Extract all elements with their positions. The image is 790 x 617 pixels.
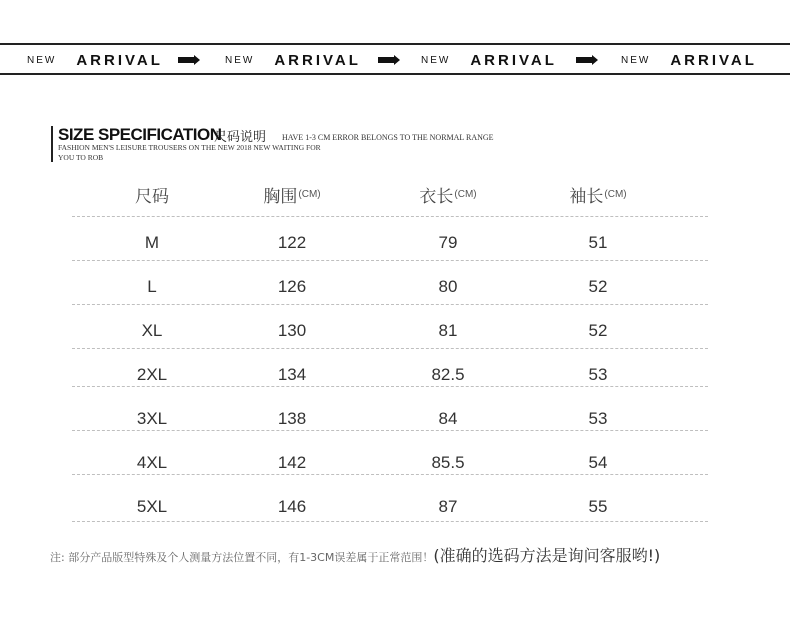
cell-size: 4XL — [136, 453, 168, 472]
sizing-footnote — [50, 543, 780, 566]
heading-title-cn: 尺码说明 — [214, 130, 267, 145]
banner-new-label: NEW — [27, 54, 57, 66]
cell-sleeve: 55 — [588, 497, 608, 516]
header-sleeve — [558, 172, 638, 216]
cell-size: 5XL — [136, 497, 168, 516]
banner-arrival-label: ARRIVAL — [274, 51, 361, 69]
row-divider — [72, 216, 708, 217]
header-size — [112, 172, 192, 216]
cell-chest: 142 — [277, 453, 307, 472]
banner-arrival-label: ARRIVAL — [670, 51, 757, 69]
cell-sleeve: 52 — [588, 277, 608, 296]
banner-item — [27, 52, 163, 68]
banner-bottom-rule — [0, 73, 790, 75]
cell-sleeve: 51 — [588, 233, 608, 252]
row-divider — [72, 430, 708, 431]
cell-sleeve: 52 — [588, 321, 608, 340]
row-divider — [72, 521, 708, 522]
heading-subtitle-line1: FASHION MEN'S LEISURE TROUSERS ON THE NEW 2018 NEW WAITING FOR — [58, 143, 321, 152]
cell-size: 3XL — [136, 409, 168, 428]
row-divider — [72, 348, 708, 349]
cell-length: 82.5 — [431, 365, 465, 384]
cell-chest: 126 — [277, 277, 307, 296]
heading-title: SIZE SPECIFICATION — [58, 125, 222, 144]
cell-length: 84 — [438, 409, 458, 428]
row-divider — [72, 474, 708, 475]
cell-size: L — [147, 277, 157, 296]
table-row — [72, 485, 712, 529]
row-divider — [72, 304, 708, 305]
header-label: 尺码 — [135, 186, 169, 206]
banner-new-label: NEW — [621, 54, 651, 66]
table-header-row — [72, 172, 712, 216]
cell-size: XL — [141, 321, 163, 340]
arrow-right-icon — [576, 55, 598, 65]
banner-item — [621, 52, 757, 68]
cell-chest: 146 — [277, 497, 307, 516]
new-arrival-banner — [0, 43, 790, 75]
banner-top-rule — [0, 43, 790, 45]
table-row — [72, 353, 712, 397]
cell-chest: 134 — [277, 365, 307, 384]
heading-error-note: HAVE 1-3 CM ERROR BELONGS TO THE NORMAL RANGE — [282, 133, 494, 142]
table-row — [72, 441, 712, 485]
cell-sleeve: 54 — [588, 453, 608, 472]
banner-item — [225, 52, 361, 68]
row-divider — [72, 386, 708, 387]
cell-chest: 130 — [277, 321, 307, 340]
row-divider — [72, 260, 708, 261]
header-unit: (CM) — [604, 188, 627, 200]
cell-length: 79 — [438, 233, 458, 252]
header-unit: (CM) — [454, 188, 477, 200]
size-spec-heading — [51, 126, 571, 164]
cell-length: 81 — [438, 321, 458, 340]
banner-arrival-label: ARRIVAL — [470, 51, 557, 69]
header-length — [408, 172, 488, 216]
footnote-note: 注: 部分产品版型特殊及个人测量方法位置不同，有1-3CM误差属于正常范围！ — [50, 551, 434, 564]
header-chest — [252, 172, 332, 216]
cell-sleeve: 53 — [588, 409, 608, 428]
cell-length: 87 — [438, 497, 458, 516]
header-unit: (CM) — [298, 188, 321, 200]
heading-subtitle-line2: YOU TO ROB — [58, 153, 104, 162]
heading-accent-bar — [51, 126, 53, 162]
cell-chest: 138 — [277, 409, 307, 428]
arrow-right-icon — [378, 55, 400, 65]
table-row — [72, 309, 712, 353]
footnote-tip: (准确的选码方法是询问客服哟!) — [433, 546, 661, 565]
table-row — [72, 397, 712, 441]
cell-size: 2XL — [136, 365, 168, 384]
arrow-right-icon — [178, 55, 200, 65]
banner-item — [421, 52, 557, 68]
banner-new-label: NEW — [225, 54, 255, 66]
cell-size: M — [144, 233, 160, 252]
banner-new-label: NEW — [421, 54, 451, 66]
cell-chest: 122 — [277, 233, 307, 252]
header-label: 衣长 — [419, 186, 454, 206]
cell-sleeve: 53 — [588, 365, 608, 384]
table-row — [72, 221, 712, 265]
banner-arrival-label: ARRIVAL — [76, 51, 163, 69]
cell-length: 85.5 — [431, 453, 465, 472]
table-row — [72, 265, 712, 309]
header-label: 袖长 — [569, 186, 604, 206]
header-label: 胸围 — [263, 186, 298, 206]
cell-length: 80 — [438, 277, 458, 296]
